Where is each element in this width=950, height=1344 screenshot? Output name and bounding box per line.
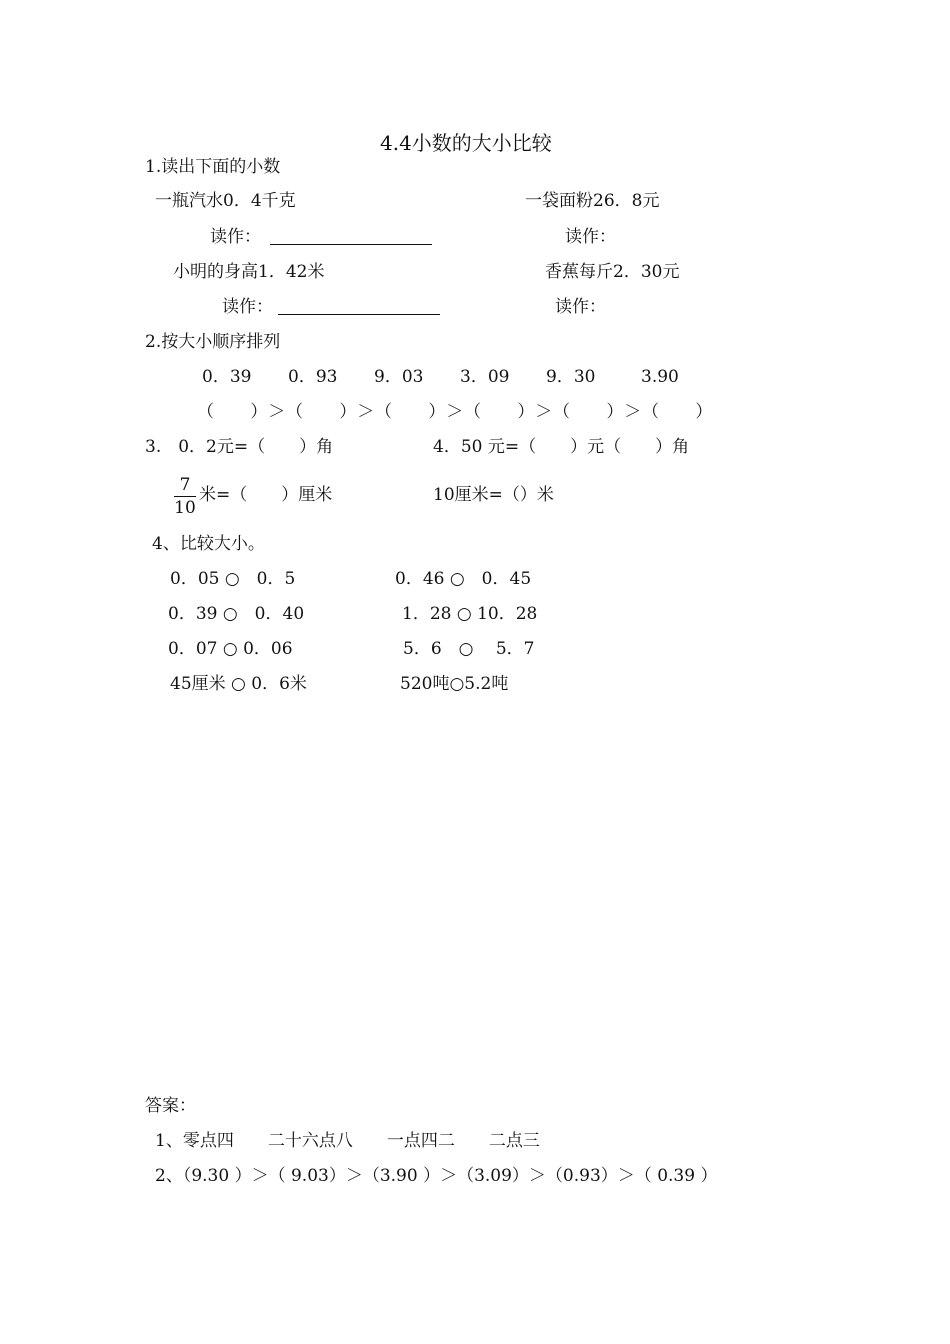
q4-compare-right: 1．28 ○ 10．28 — [402, 604, 538, 624]
q1-read-label-1: 读作： — [210, 227, 261, 247]
q1-item-height: 小明的身高1．42米 — [173, 262, 325, 282]
q2-number: 3．09 — [460, 367, 510, 387]
q2-number: 9．03 — [374, 367, 424, 387]
answers-line-1: 1、零点四 二十六点八 一点四二 二点三 — [155, 1131, 540, 1151]
q1-read-label-4: 读作： — [555, 297, 606, 317]
q4-heading: 4、比较大小。 — [152, 534, 265, 554]
q4-compare-right: 520吨○5.2吨 — [400, 674, 509, 694]
answers-heading: 答案： — [145, 1096, 196, 1116]
q2-number: 0．39 — [202, 367, 252, 387]
q2-heading: 2.按大小顺序排列 — [145, 332, 281, 352]
fraction-denominator: 10 — [174, 498, 196, 518]
q4-compare-right: 5．6 ○ 5．7 — [403, 639, 535, 659]
fraction-bar — [174, 496, 196, 497]
answers-line-2: 2、（9.30 ）＞（ 9.03）＞（3.90 ）＞（3.09）＞（0.93）＞（ 0.39 ） — [155, 1166, 718, 1186]
q1-item-soda: 一瓶汽水0．4千克 — [155, 191, 296, 211]
q1-read-label-3: 读作： — [222, 297, 273, 317]
q4-compare-left: 0．39 ○ 0．40 — [168, 604, 305, 624]
q1-item-banana: 香蕉每斤2．30元 — [545, 262, 680, 282]
q4-compare-left: 0．07 ○ 0．06 — [168, 639, 293, 659]
q4-compare-left: 0．05 ○ 0．5 — [170, 569, 296, 589]
q3-part3: 米=（ ）厘米 — [199, 485, 333, 505]
q1-answer-line-3[interactable] — [278, 314, 440, 315]
q3-part2: 4．50 元=（ ）元（ ）角 — [433, 437, 690, 457]
q2-blanks[interactable]: （ ）＞（ ）＞（ ）＞（ ）＞（ ）＞（ ） — [197, 402, 714, 422]
q1-read-label-2: 读作： — [565, 227, 616, 247]
q2-number: 3.90 — [641, 367, 679, 387]
q3-part1: 3. 0．2元=（ ）角 — [145, 437, 334, 457]
q1-heading: 1.读出下面的小数 — [145, 157, 281, 177]
q4-compare-left: 45厘米 ○ 0．6米 — [170, 674, 307, 694]
q1-answer-line-1[interactable] — [270, 244, 432, 245]
fraction-numerator: 7 — [179, 475, 191, 495]
q1-item-flour: 一袋面粉26．8元 — [525, 191, 660, 211]
q4-compare-right: 0．46 ○ 0．45 — [395, 569, 532, 589]
q3-fraction — [172, 475, 198, 518]
q2-number: 0．93 — [288, 367, 338, 387]
q3-part4: 10厘米=（）米 — [433, 485, 554, 505]
page-title: 4.4小数的大小比较 — [380, 131, 552, 155]
q2-number: 9．30 — [546, 367, 596, 387]
